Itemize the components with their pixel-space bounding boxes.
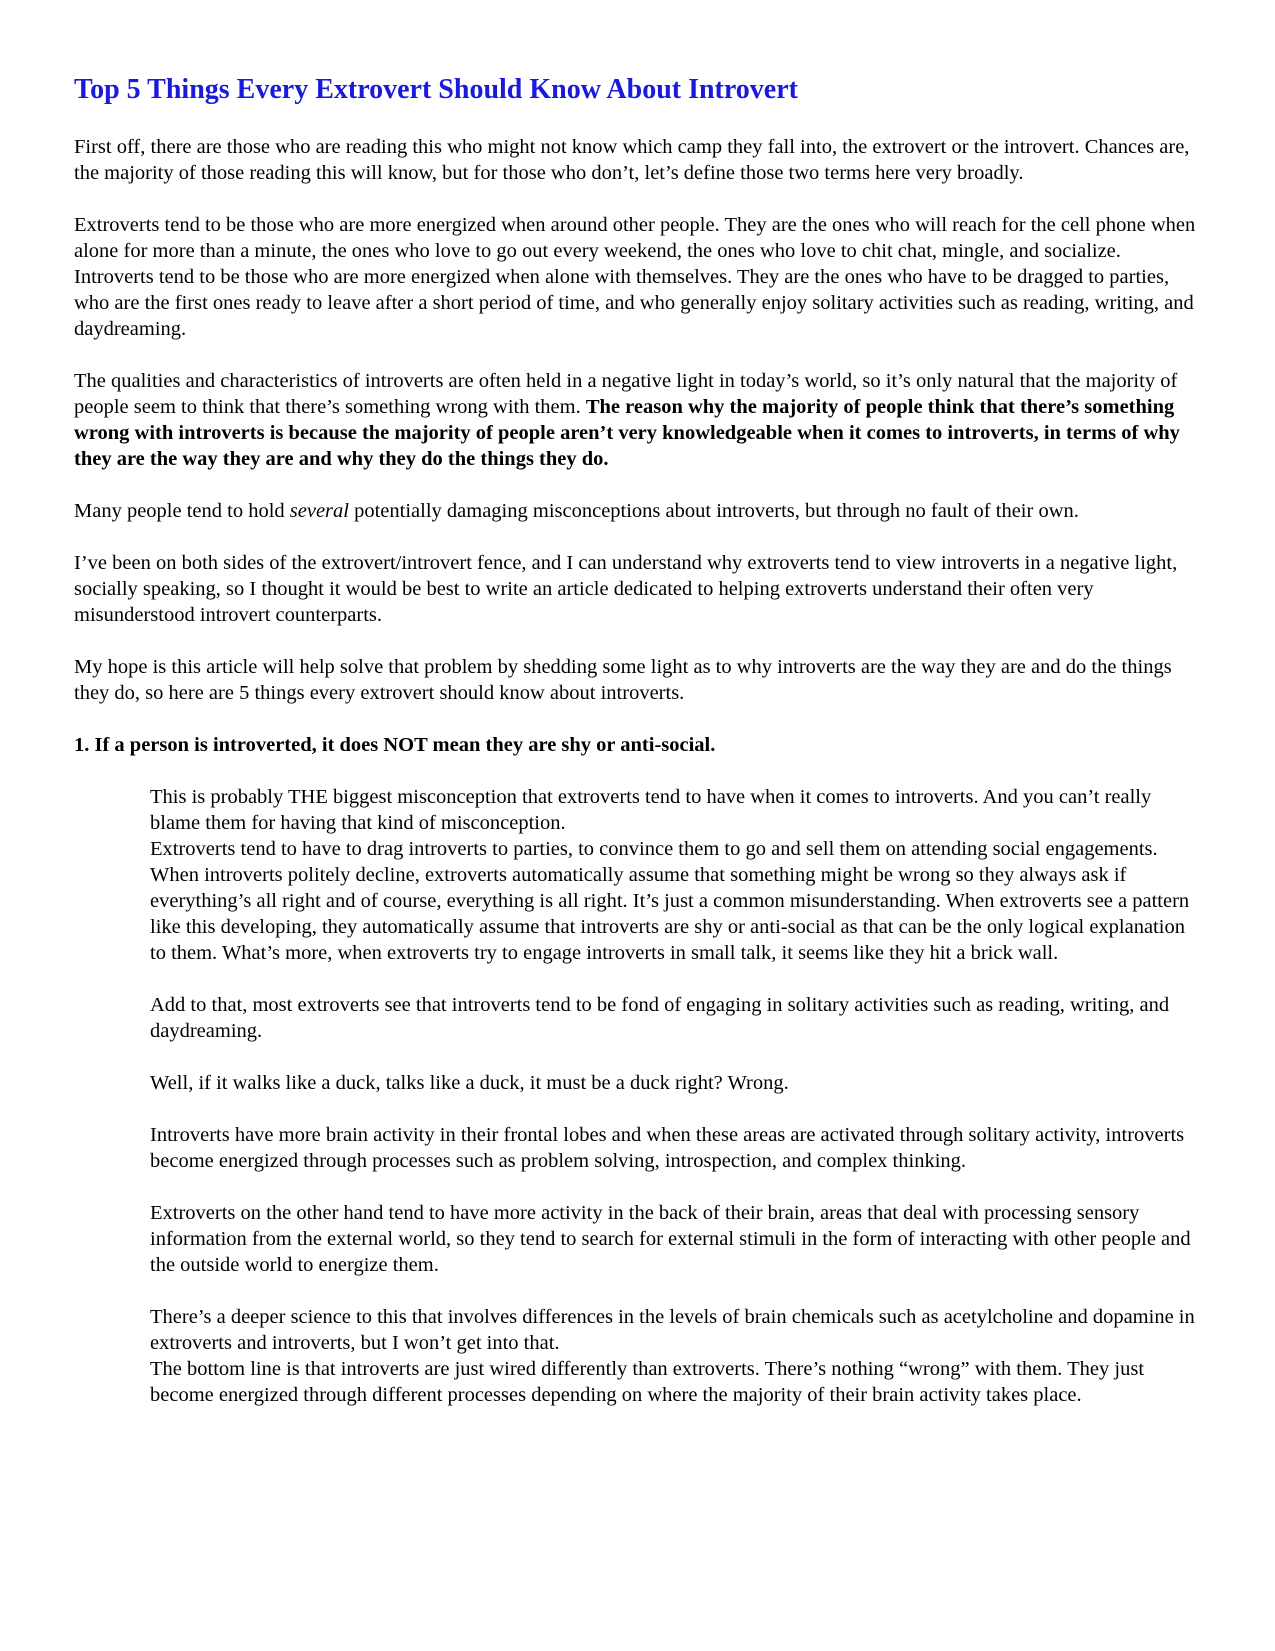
section-1-paragraph-8: The bottom line is that introverts are just wired differently than extroverts. There’s nothing “wrong” with them. They just become energized through different processes depending on where the majority of their brain activity takes place. [150,1358,1145,1406]
qualities-bold-text: The reason why the majority of people think that there’s something wrong with introverts is because the majority of people aren’t very knowledgeable when it comes to introverts, in terms of why they are the way they are and why they do the things they do. [74,396,1180,470]
intro-paragraph-hope: My hope is this article will help solve that problem by shedding some light as to why introverts are the way they are and do the things they do, so here are 5 things every extrovert should know about introverts. [74,656,1172,704]
document-page [74,72,1204,1408]
intro-paragraph-misconceptions [74,498,1204,524]
section-1-paragraph-1: This is probably THE biggest misconception that extroverts tend to have when it comes to introverts. And you can’t really blame them for having that kind of misconception. [150,786,1152,834]
intro-paragraph-1: First off, there are those who are reading this who might not know which camp they fall into, the extrovert or the introvert. Chances are, the majority of those reading this will know, but for those who don’t, let’s define those two terms here very broadly. [74,136,1190,184]
section-1-paragraph-2: Extroverts tend to have to drag introverts to parties, to convince them to go and sell them on attending social engagements. When introverts politely decline, extroverts automatically assume that something might be wrong so they always ask if everything’s all right and of course, everything is all right. It’s just a common misunderstanding. When extroverts see a pattern like this developing, they automatically assume that introverts are shy or anti-social as that can be the only logical explanation to them. What’s more, when extroverts try to engage introverts in small talk, it seems like they hit a brick wall. [150,838,1190,964]
section-1-paragraph-3: Add to that, most extroverts see that introverts tend to be fond of engaging in solitary activities such as reading, writing, and daydreaming. [150,994,1170,1042]
section-1-paragraph-4: Well, if it walks like a duck, talks like a duck, it must be a duck right? Wrong. [150,1072,789,1094]
section-1-paragraph-5: Introverts have more brain activity in their frontal lobes and when these areas are activated through solitary activity, introverts become energized through processes such as problem solving, introspection, and complex thinking. [150,1124,1185,1172]
misconceptions-italic-word: several [289,500,349,522]
section-1-heading: 1. If a person is introverted, it does NOT mean they are shy or anti-social. [74,734,716,756]
intro-paragraph-extroverts: Extroverts tend to be those who are more energized when around other people. They are the ones who will reach for the cell phone when alone for more than a minute, the ones who love to go out every weekend, the ones who love to chit chat, mingle, and socialize. [74,214,1196,262]
qualities-text: The qualities and characteristics of introverts are often held in a negative light in today’s world, so it’s only natural that the majority of people seem to think that there’s something wrong with them. [74,370,1178,418]
section-1-paragraph-7: There’s a deeper science to this that involves differences in the levels of brain chemicals such as acetylcholine and dopamine in extroverts and introverts, but I won’t get into that. [150,1306,1195,1354]
misconceptions-text-start: Many people tend to hold [74,500,290,522]
misconceptions-text-end: potentially damaging misconceptions about introverts, but through no fault of their own. [348,500,1079,522]
section-1-paragraph-6: Extroverts on the other hand tend to have more activity in the back of their brain, areas that deal with processing sensory information from the external world, so they tend to search for external stimuli in the form of interacting with other people and the outside world to energize them. [150,1202,1191,1276]
intro-paragraph-fence: I’ve been on both sides of the extrovert/introvert fence, and I can understand why extroverts tend to view introverts in a negative light, socially speaking, so I thought it would be best to write an article dedicated to helping extroverts understand their often very misunderstood introvert counterparts. [74,552,1178,626]
intro-paragraph-qualities [74,368,1204,472]
page-title: Top 5 Things Every Extrovert Should Know About Introvert [74,74,798,105]
intro-paragraph-introverts: Introverts tend to be those who are more energized when alone with themselves. They are the ones who have to be dragged to parties, who are the first ones ready to leave after a short period of time, and who generally enjoy solitary activities such as reading, writing, and daydreaming. [74,266,1194,340]
section-1-body [74,784,1204,1408]
